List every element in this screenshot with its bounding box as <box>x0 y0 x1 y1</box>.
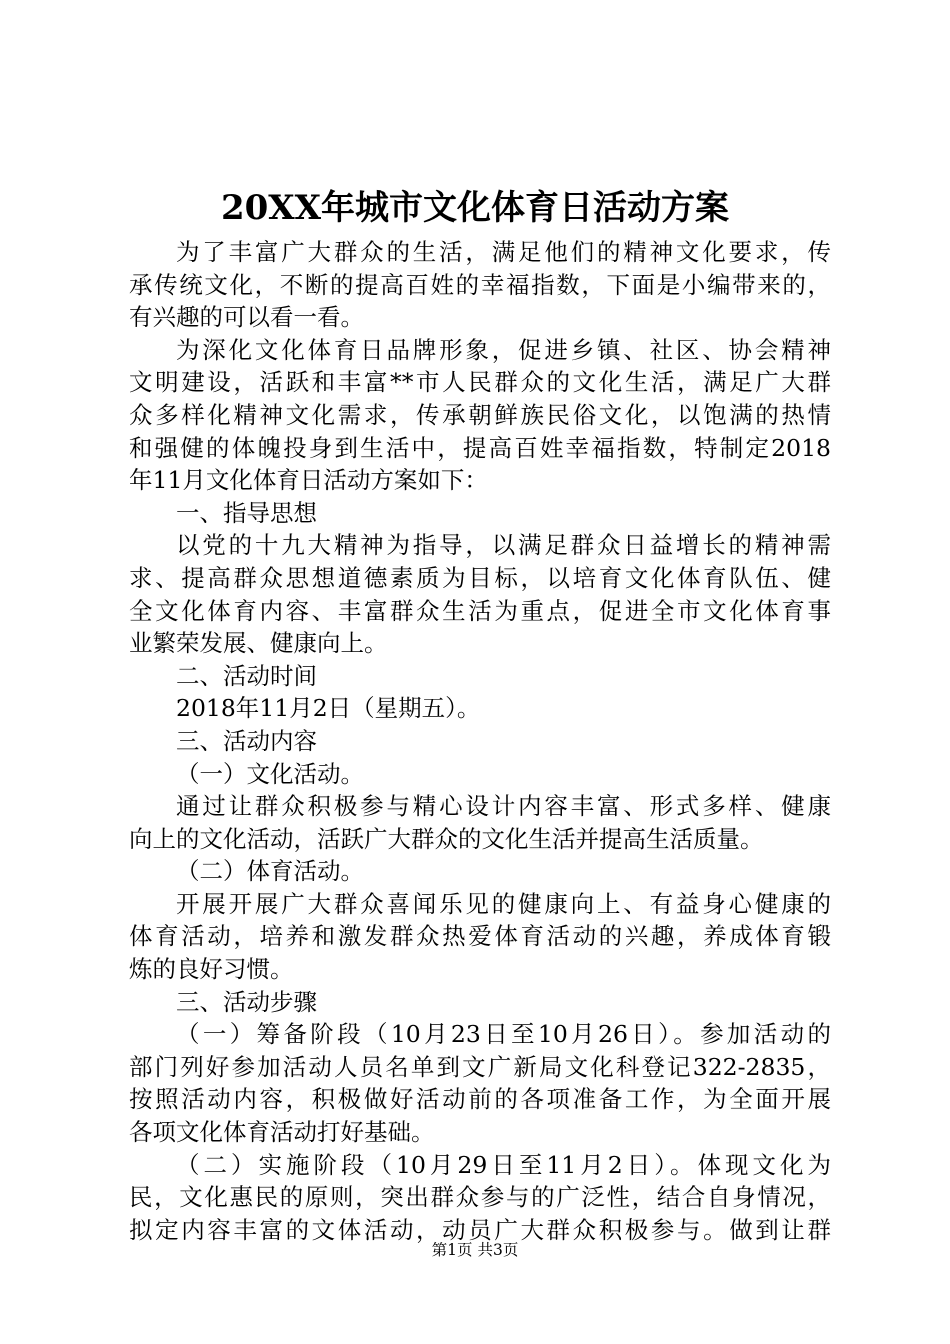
text-line: 2018年11月2日（星期五）。 <box>176 694 481 723</box>
text-line: （二）体育活动。 <box>176 857 364 886</box>
text-line: 通过让群众积极参与精心设计内容丰富、形式多样、健康 <box>176 792 831 821</box>
text-line: 开展开展广大群众喜闻乐见的健康向上、有益身心健康的 <box>176 889 831 918</box>
text-line: 承传统文化，不断的提高百姓的幸福指数，下面是小编带来的， <box>129 270 831 299</box>
text-line: 众多样化精神文化需求，传承朝鲜族民俗文化，以饱满的热情 <box>129 400 831 429</box>
text-line: 有兴趣的可以看一看。 <box>129 303 364 332</box>
text-line: 三、活动内容 <box>176 726 317 755</box>
text-line: 向上的文化活动，活跃广大群众的文化生活并提高生活质量。 <box>129 824 764 853</box>
text-line: （一）筹备阶段（10月23日至10月26日）。参加活动的 <box>176 1020 831 1049</box>
text-line: 三、活动步骤 <box>176 987 317 1016</box>
text-line: 全文化体育内容、丰富群众生活为重点，促进全市文化体育事 <box>129 596 831 625</box>
text-line: 按照活动内容，积极做好活动前的各项准备工作，为全面开展 <box>129 1085 831 1114</box>
text-line: 以党的十九大精神为指导，以满足群众日益增长的精神需 <box>176 531 831 560</box>
text-line: 拟定内容丰富的文体活动，动员广大群众积极参与。做到让群 <box>129 1215 831 1244</box>
text-line: 文明建设，活跃和丰富**市人民群众的文化生活，满足广大群 <box>129 368 831 397</box>
text-line: （二）实施阶段（10月29日至11月2日）。体现文化为 <box>176 1150 831 1179</box>
text-line: 二、活动时间 <box>176 661 317 690</box>
text-line: 部门列好参加活动人员名单到文广新局文化科登记322-2835， <box>129 1052 831 1081</box>
document-title: 20XX年城市文化体育日活动方案 <box>220 188 730 228</box>
text-line: 求、提高群众思想道德素质为目标，以培育文化体育队伍、健 <box>129 563 831 592</box>
text-line: 炼的良好习惯。 <box>129 955 294 984</box>
page-footer: 第1页 共3页 <box>431 1241 519 1259</box>
text-line: 业繁荣发展、健康向上。 <box>129 629 388 658</box>
text-line: 年11月文化体育日活动方案如下： <box>129 466 488 495</box>
document-body <box>129 236 831 1246</box>
text-line: 为深化文化体育日品牌形象，促进乡镇、社区、协会精神 <box>176 335 831 364</box>
text-line: 为了丰富广大群众的生活，满足他们的精神文化要求，传 <box>176 238 831 266</box>
text-line: 体育活动，培养和激发群众热爱体育活动的兴趣，养成体育锻 <box>129 922 831 951</box>
text-line: （一）文化活动。 <box>176 759 364 788</box>
text-line: 民，文化惠民的原则，突出群众参与的广泛性，结合自身情况， <box>129 1183 831 1212</box>
text-line: 和强健的体魄投身到生活中，提高百姓幸福指数，特制定2018 <box>129 433 831 462</box>
text-line: 一、指导思想 <box>176 498 317 527</box>
text-line: 各项文化体育活动打好基础。 <box>129 1118 435 1147</box>
